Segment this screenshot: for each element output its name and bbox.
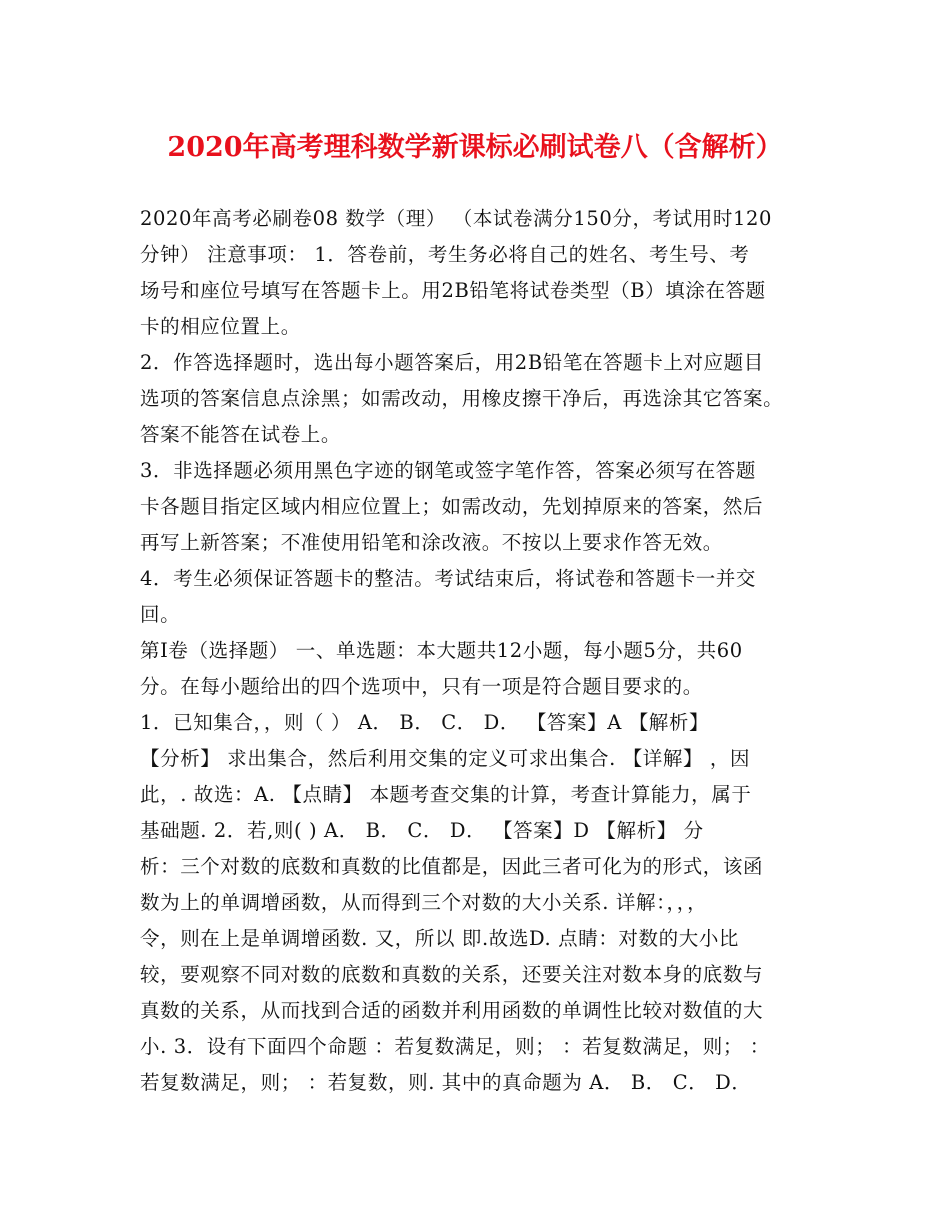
document-title: 2020年高考理科数学新课标必刷试卷八（含解析） <box>167 132 783 163</box>
text-line: 【分析】 求出集合，然后利用交集的定义可求出集合. 【详解】 ，因 <box>140 747 751 770</box>
text-line: 令，则在上是单调增函数. 又，所以 即.故选D. 点睛：对数的大小比 <box>140 927 740 950</box>
text-line: 基础题. 2．若,则( ) A． B． C． D． 【答案】D 【解析】 分 <box>140 819 704 842</box>
text-line: 分。在每小题给出的四个选项中，只有一项是符合题目要求的。 <box>140 675 703 698</box>
text-line: 2020年高考必刷卷08 数学（理） （本试卷满分150分，考试用时120 <box>140 207 772 230</box>
text-line: 回。 <box>140 603 181 626</box>
text-line: 答案不能答在试卷上。 <box>140 423 342 446</box>
text-line: 小. 3．设有下面四个命题 ：若复数满足，则； ：若复数满足，则； ： <box>140 1035 770 1058</box>
text-line: 3．非选择题必须用黑色字迹的钢笔或签字笔作答，答案必须写在答题 <box>140 459 757 482</box>
text-line: 再写上新答案；不准使用铅笔和涂改液。不按以上要求作答无效。 <box>140 531 723 554</box>
text-line: 较，要观察不同对数的底数和真数的关系，还要关注对数本身的底数与 <box>140 963 764 986</box>
text-line: 真数的关系，从而找到合适的函数并利用函数的单调性比较对数值的大 <box>140 999 764 1022</box>
text-line: 选项的答案信息点涂黑；如需改动，用橡皮擦干净后，再选涂其它答案。 <box>140 387 784 410</box>
document-body <box>140 201 830 1101</box>
text-line: 析：三个对数的底数和真数的比值都是，因此三者可化为的形式，该函 <box>140 855 764 878</box>
text-line: 4．考生必须保证答题卡的整洁。考试结束后，将试卷和答题卡一并交 <box>140 567 757 590</box>
text-line: 分钟） 注意事项： 1．答卷前，考生务必将自己的姓名、考生号、考 <box>140 243 750 266</box>
text-line: 卡的相应位置上。 <box>140 315 301 338</box>
text-line: 此，. 故选：A. 【点睛】 本题考查交集的计算，考查计算能力，属于 <box>140 783 752 806</box>
text-line: 第Ⅰ卷（选择题） 一、单选题：本大题共12小题，每小题5分，共60 <box>140 639 743 662</box>
text-line: 1．已知集合，，则（ ） A． B． C． D． 【答案】A 【解析】 <box>140 711 710 734</box>
text-line: 场号和座位号填写在答题卡上。用2B铅笔将试卷类型（B）填涂在答题 <box>140 279 766 302</box>
text-line: 卡各题目指定区域内相应位置上；如需改动，先划掉原来的答案，然后 <box>140 495 764 518</box>
text-line: 数为上的单调增函数，从而得到三个对数的大小关系. 详解：，，， <box>140 891 708 914</box>
text-line: 2．作答选择题时，选出每小题答案后，用2B铅笔在答题卡上对应题目 <box>140 351 764 374</box>
text-line: 若复数满足，则； ：若复数，则. 其中的真命题为 A． B． C． D． <box>140 1071 752 1094</box>
